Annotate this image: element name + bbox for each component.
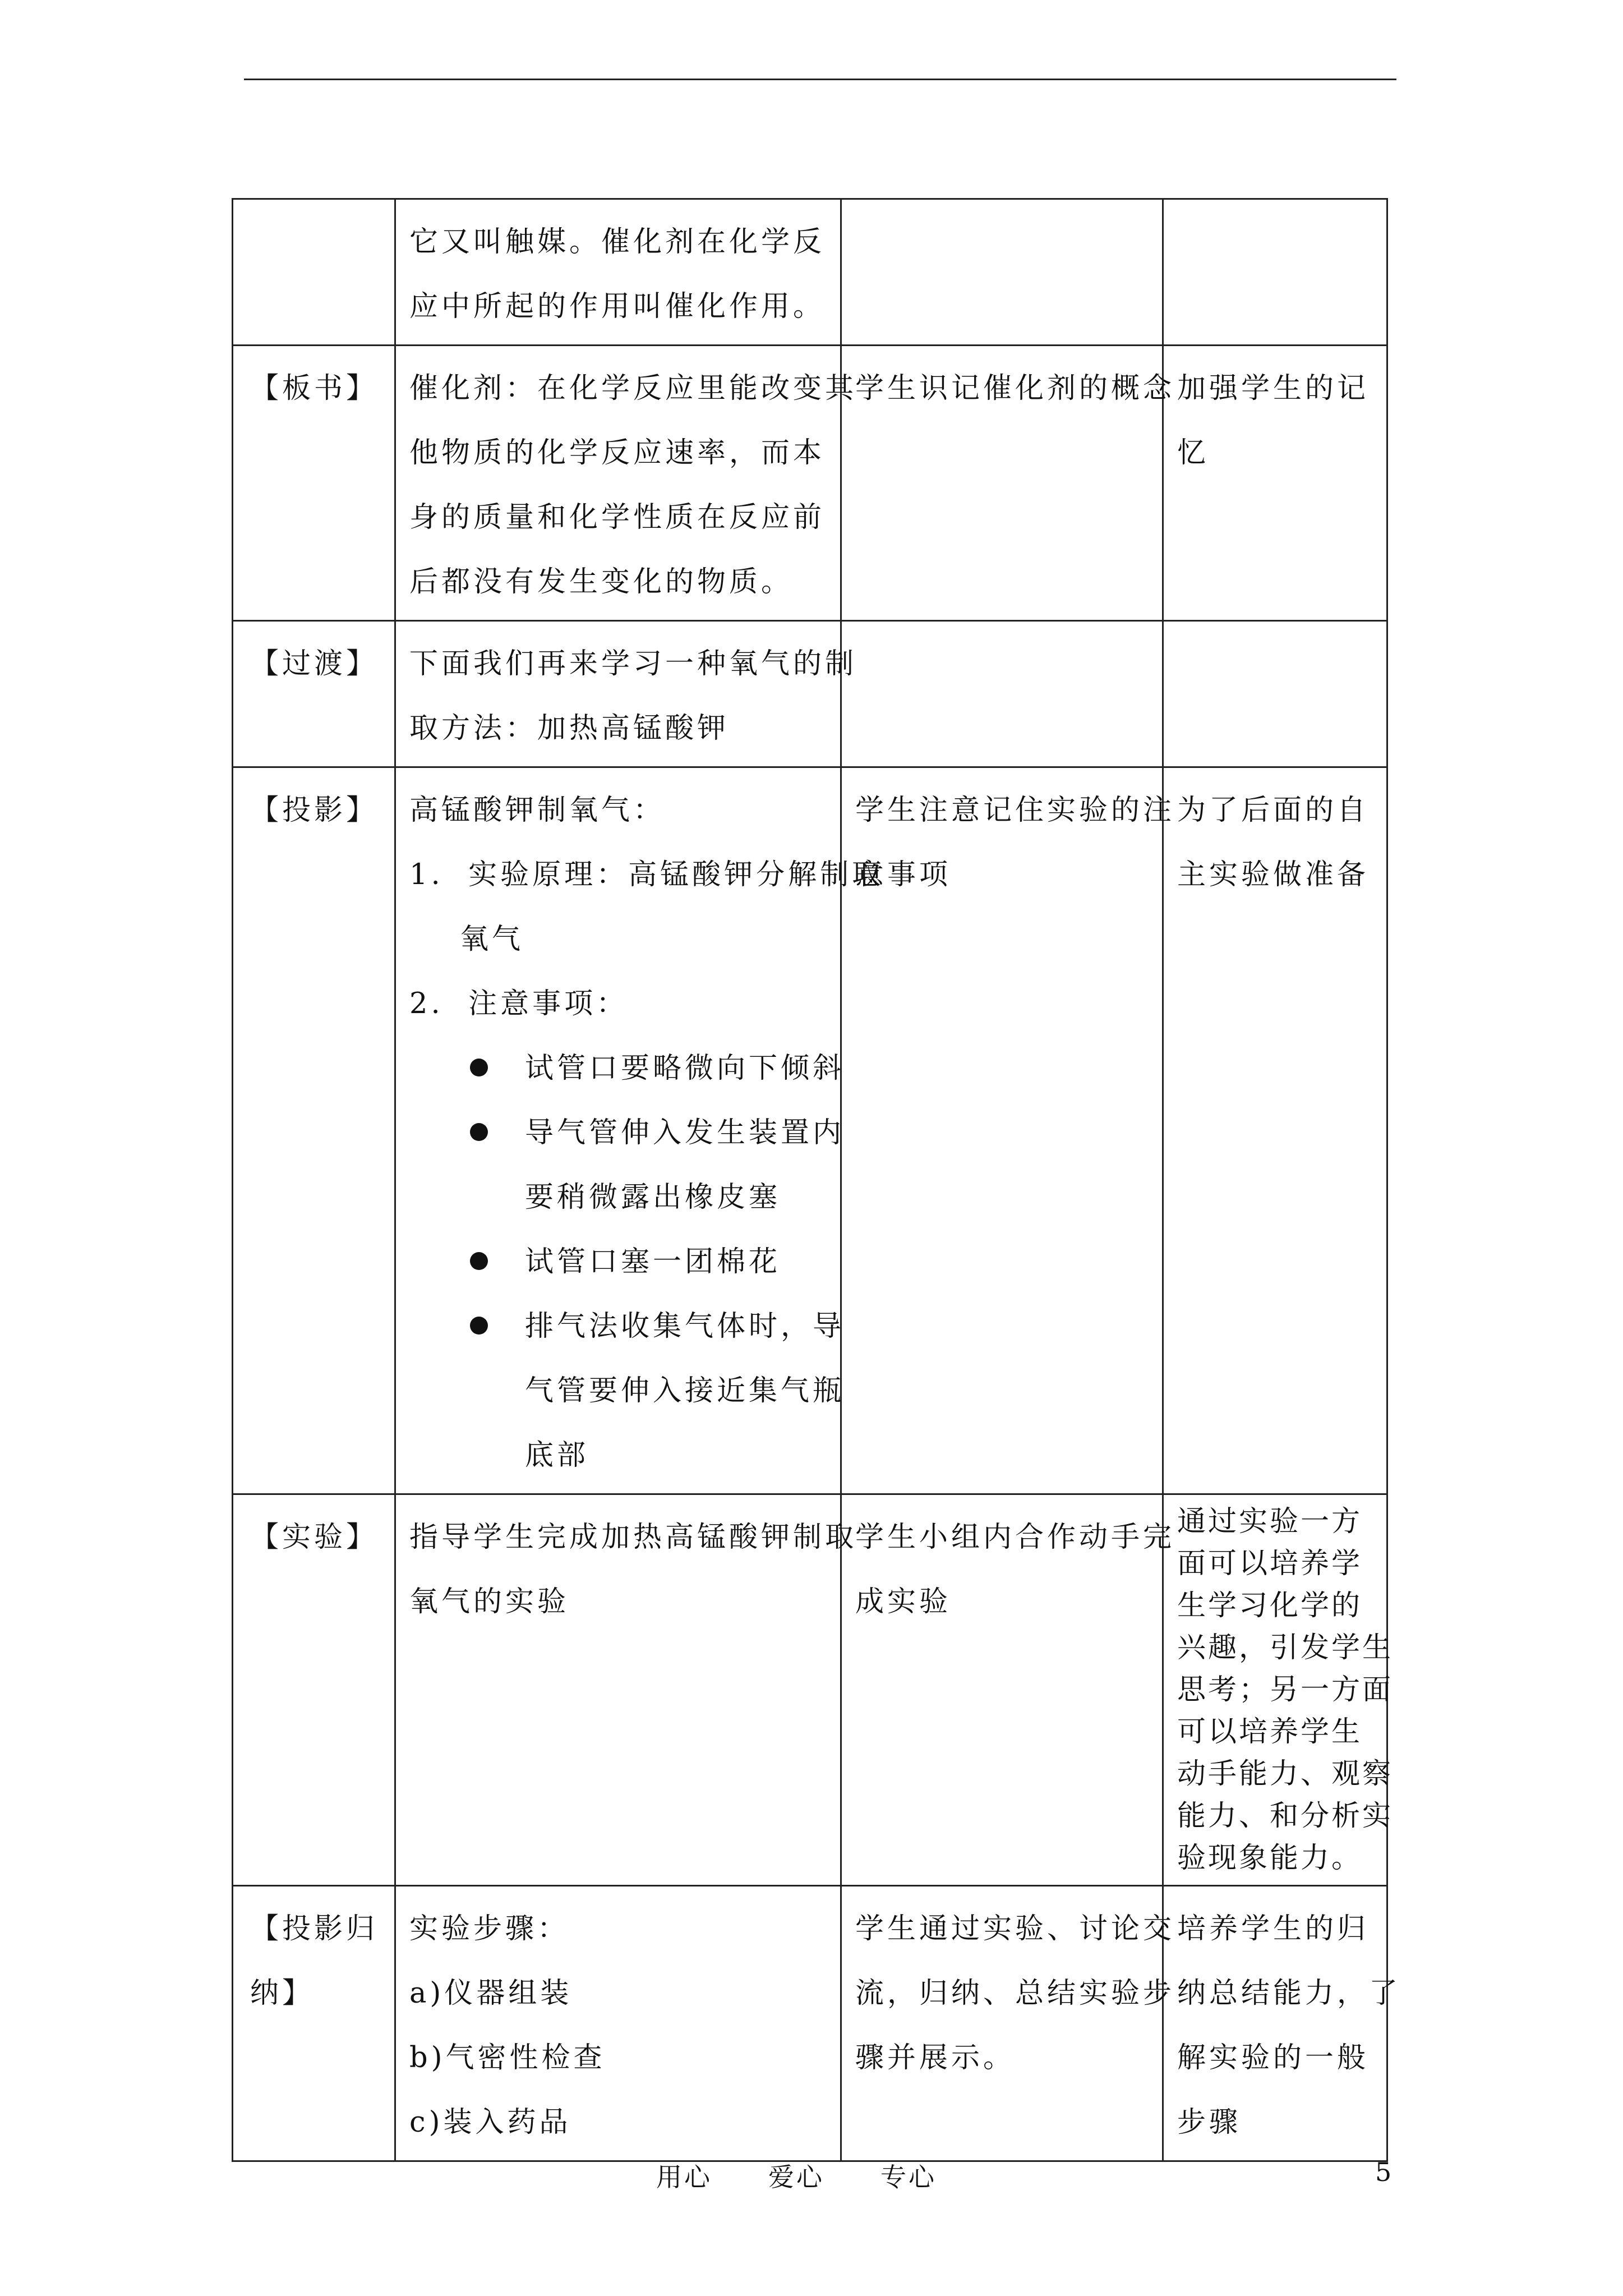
table-row xyxy=(233,621,1387,767)
table-row xyxy=(233,199,1387,346)
bullet-item: 排气法收集气体时，导 xyxy=(409,1294,827,1359)
numbered-item: 2. 注意事项： xyxy=(409,987,629,1020)
bullet-dot-icon xyxy=(470,1123,488,1141)
footer-motto-1: 用心 xyxy=(656,2162,712,2192)
bullet-item: 导气管伸入发生装置内 xyxy=(409,1101,827,1165)
bullet-dot-icon xyxy=(470,1059,488,1076)
student-activity-cell: 学生通过实验、讨论交 流，归纳、总结实验步 骤并展示。 xyxy=(841,1886,1163,2161)
purpose-cell: 通过实验一方 面可以培养学 生学习化学的 兴趣，引发学生 思考；另一方面 可以培养学生 动手能力、观察 能力、和分析实 验现象能力。 xyxy=(1163,1494,1387,1886)
purpose-cell: 培养学生的归 纳总结能力，了 解实验的一般 步骤 xyxy=(1163,1886,1387,2161)
lesson-plan-table xyxy=(232,198,1401,2162)
purpose-cell: 为了后面的自 主实验做准备 xyxy=(1163,767,1387,1494)
row-label: 【实验】 xyxy=(233,1494,395,1886)
teacher-activity-cell: 实验步骤： a)仪器组装 b)气密性检查 c)装入药品 xyxy=(395,1886,841,2161)
student-activity-cell: 学生识记催化剂的概念 xyxy=(841,346,1163,621)
row-label: 【投影】 xyxy=(233,767,395,1494)
table-row xyxy=(233,767,1387,1494)
table-row xyxy=(233,346,1387,621)
table-row xyxy=(233,1494,1387,1886)
row-label: 【过渡】 xyxy=(233,621,395,767)
teacher-activity-cell: 下面我们再来学习一种氧气的制 取方法：加热高锰酸钾 xyxy=(395,621,841,767)
numbered-item: 1. 实验原理：高锰酸钾分解制取 xyxy=(409,858,884,891)
student-activity-cell: 学生小组内合作动手完 成实验 xyxy=(841,1494,1163,1886)
purpose-cell xyxy=(1163,199,1387,346)
bullet-item: 试管口要略微向下倾斜 xyxy=(409,1036,827,1101)
bullet-item: 试管口塞一团棉花 xyxy=(409,1230,827,1294)
footer-motto-2: 爱心 xyxy=(768,2162,824,2192)
bullet-dot-icon xyxy=(470,1317,488,1335)
table-row xyxy=(233,1886,1387,2161)
student-activity-cell xyxy=(841,199,1163,346)
footer-motto-3: 专心 xyxy=(880,2162,937,2192)
header-rule xyxy=(244,79,1396,80)
row-label: 【投影归 纳】 xyxy=(233,1886,395,2161)
row-label: 【板书】 xyxy=(233,346,395,621)
purpose-cell: 加强学生的记 忆 xyxy=(1163,346,1387,621)
student-activity-cell: 学生注意记住实验的注 意事项 xyxy=(841,767,1163,1494)
page-number: 5 xyxy=(1375,2157,1394,2187)
teacher-activity-cell: 它又叫触媒。催化剂在化学反 应中所起的作用叫催化作用。 xyxy=(395,199,841,346)
teacher-activity-cell: 高锰酸钾制氧气： 1. 实验原理：高锰酸钾分解制取 氧气 2. 注意事项： 试管口要略微向下倾斜 导气管伸入发生装置内 要稍微露出橡皮塞 试管口塞一团棉花 排气法收集气体时，导 气管要伸入接近集气瓶 底部 xyxy=(395,767,841,1494)
teacher-activity-cell: 指导学生完成加热高锰酸钾制取 氧气的实验 xyxy=(395,1494,841,1886)
student-activity-cell xyxy=(841,621,1163,767)
teacher-activity-cell: 催化剂：在化学反应里能改变其 他物质的化学反应速率，而本 身的质量和化学性质在反应前 后都没有发生变化的物质。 xyxy=(395,346,841,621)
row-label xyxy=(233,199,395,346)
bullet-dot-icon xyxy=(470,1252,488,1270)
purpose-cell xyxy=(1163,621,1387,767)
